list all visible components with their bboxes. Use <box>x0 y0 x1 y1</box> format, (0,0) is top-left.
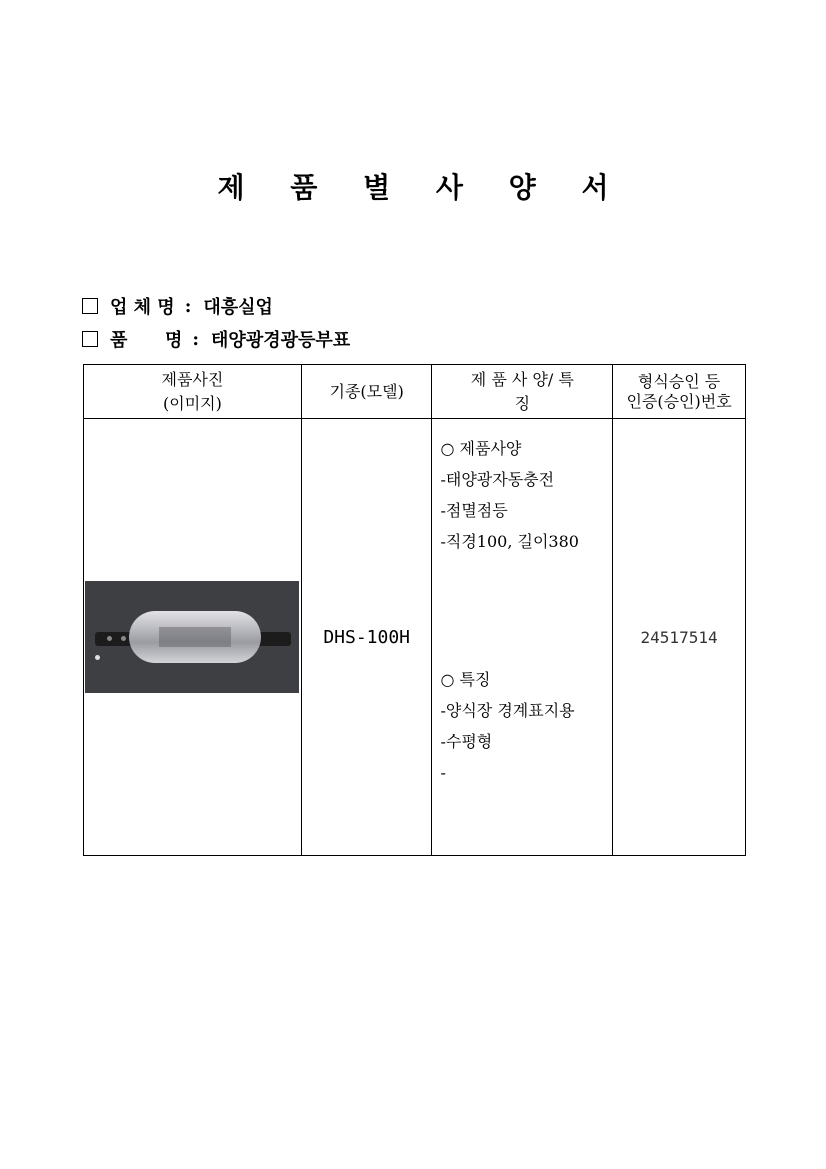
product-photo <box>85 581 299 693</box>
model-value: DHS-100H <box>301 419 432 856</box>
company-label: 업 체 명 <box>110 297 175 318</box>
spec-item: -점멸점등 <box>440 501 508 520</box>
company-value: 대흥실업 <box>203 297 273 318</box>
spec-table <box>83 364 746 856</box>
header-spec <box>432 365 613 419</box>
buoy-capsule <box>129 611 261 663</box>
header-photo-line1: 제품사진 <box>161 369 224 389</box>
header-cert-line1: 형식승인 등 <box>637 371 721 391</box>
spec-title: ○ 제품사양 <box>440 439 522 458</box>
table-header-row <box>84 365 746 419</box>
table-row <box>84 419 746 856</box>
photo-dot <box>95 655 100 660</box>
company-line <box>82 293 273 319</box>
checkbox-square-icon <box>82 298 98 314</box>
product-value: 태양광경광등부표 <box>211 330 351 351</box>
feature-item: -수평형 <box>440 732 493 751</box>
header-spec-line2: 징 <box>514 393 531 413</box>
header-model: 기종(모델) <box>301 365 432 419</box>
product-photo-cell <box>84 419 302 856</box>
checkbox-square-icon <box>82 331 98 347</box>
feature-item: -양식장 경계표지용 <box>440 701 575 720</box>
header-photo-line2: (이미지) <box>163 393 222 413</box>
header-photo <box>84 365 302 419</box>
solar-panel-band <box>159 627 231 647</box>
document-title: 제 품 별 사 양 서 <box>217 171 627 204</box>
header-cert-line2: 인증(승인)번호 <box>626 391 732 411</box>
colon: : <box>192 328 200 350</box>
spec-cell <box>432 419 613 856</box>
colon: : <box>184 295 192 317</box>
cert-number: 24517514 <box>613 419 746 856</box>
spec-item: -직경100, 길이380 <box>440 532 579 551</box>
product-label: 품 명 <box>110 330 183 351</box>
header-cert <box>613 365 746 419</box>
header-spec-line1: 제 품 사 양/ 특 <box>470 369 574 389</box>
product-line <box>82 326 350 352</box>
feature-title: ○ 특징 <box>440 670 491 689</box>
spec-item: -태양광자동충전 <box>440 470 555 489</box>
feature-item: - <box>440 763 446 782</box>
